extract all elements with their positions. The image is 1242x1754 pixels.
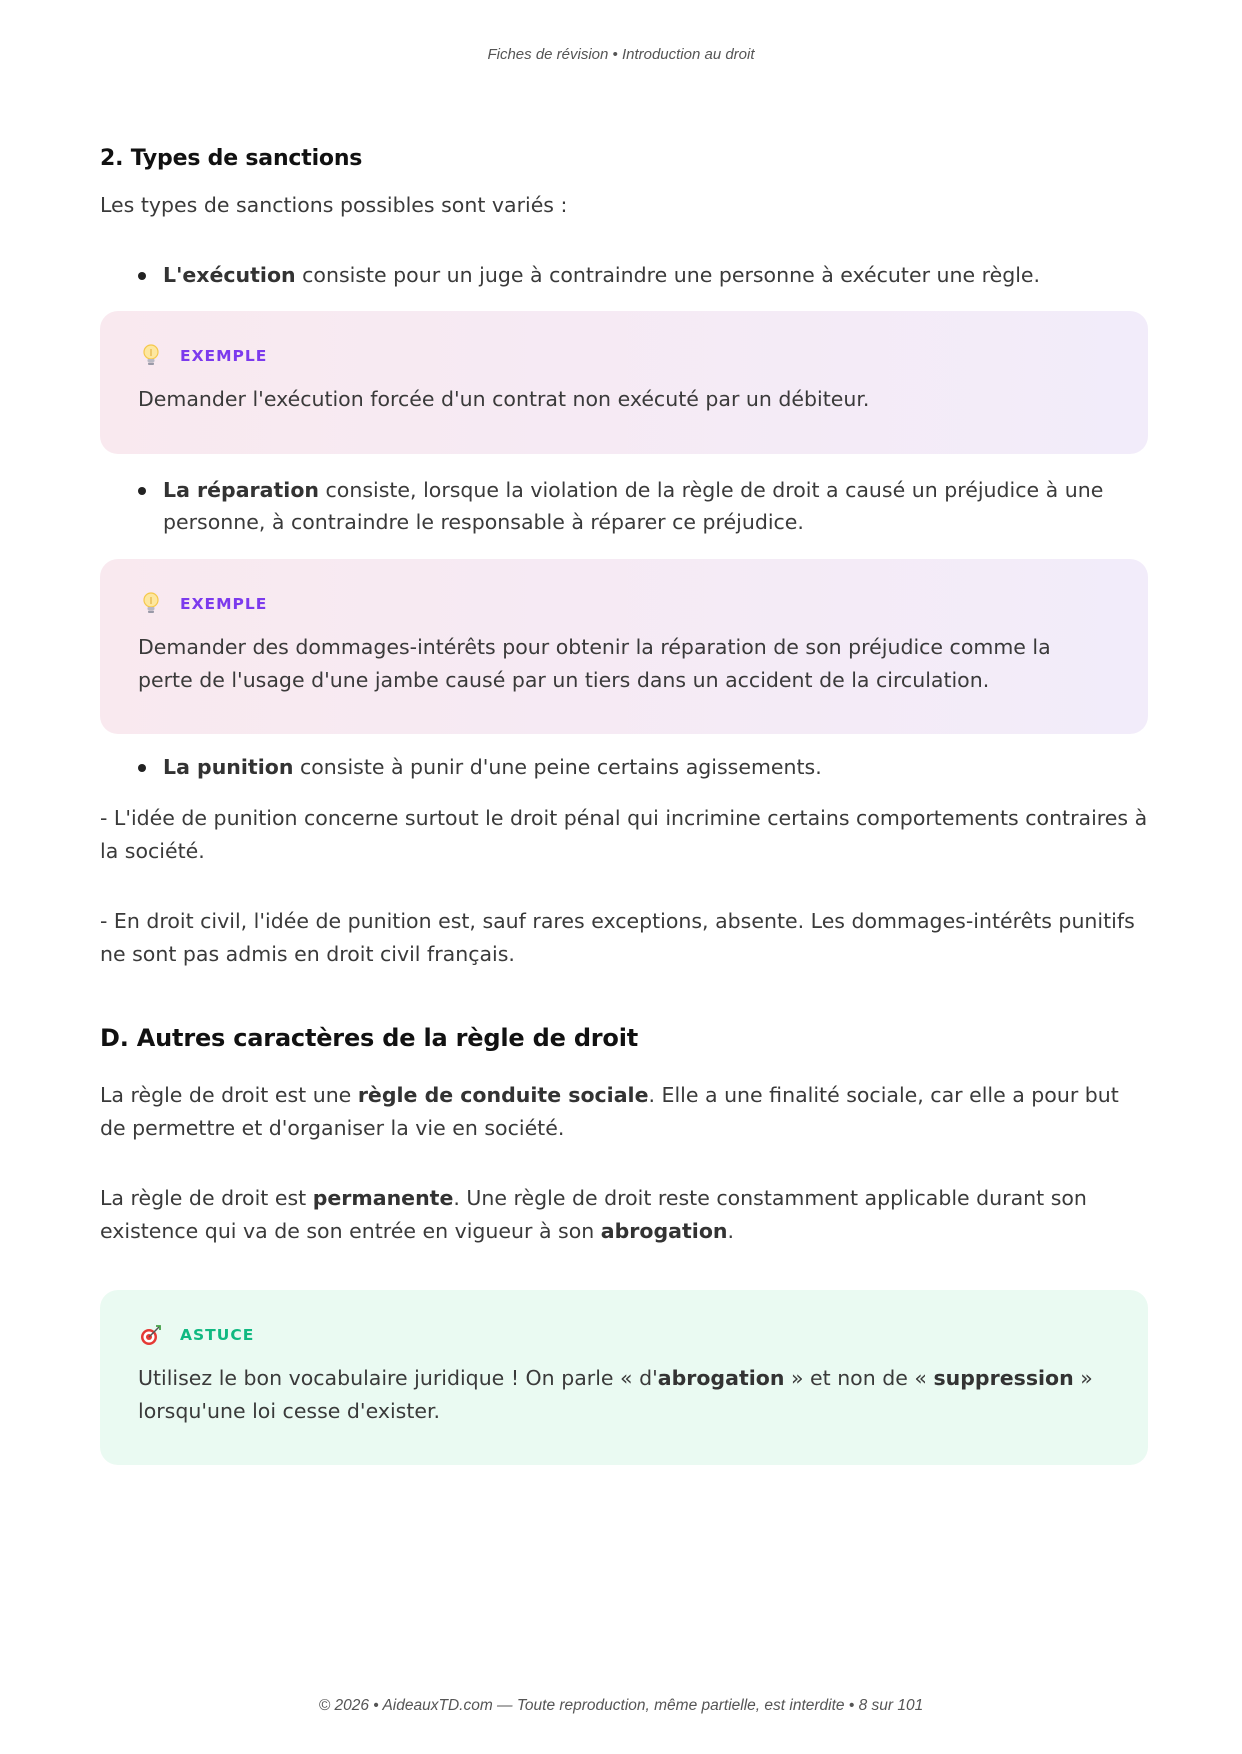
text-run: Utilisez le bon vocabulaire juridique ! On parle « d' <box>138 1366 658 1390</box>
bullet-description: consiste, lorsque la violation de la règle de droit a causé un préjudice à une personne, à contraindre le responsable à réparer ce préjudice. <box>163 478 1104 534</box>
lightbulb-icon <box>138 343 164 369</box>
bold-term: règle de conduite sociale <box>357 1083 649 1107</box>
page-footer: © 2026 • AideauxTD.com — Toute reproduction, même partielle, est interdite • 8 sur 101 <box>318 1697 924 1714</box>
section-heading-autres-caracteres: D. Autres caractères de la règle de droit <box>100 1024 639 1052</box>
paragraph-permanente <box>100 1182 1148 1248</box>
bullet-text <box>163 263 1040 287</box>
paragraph-conduite-sociale <box>100 1079 1148 1145</box>
bullet-list-punition <box>100 751 1148 783</box>
bullet-list-reparation <box>100 474 1148 538</box>
section-heading-types-sanctions: 2. Types de sanctions <box>100 146 363 171</box>
text-run: . <box>727 1219 735 1243</box>
bullet-term: L'exécution <box>163 263 296 287</box>
bullet-term: La réparation <box>163 478 320 502</box>
bullet-icon <box>138 272 146 280</box>
bullet-description: consiste à punir d'une peine certains agissements. <box>293 755 822 779</box>
example-callout <box>100 559 1148 734</box>
callout-text <box>138 1362 1110 1428</box>
bullet-text <box>163 478 1103 534</box>
page-content <box>100 146 1148 1465</box>
lightbulb-icon <box>138 591 164 617</box>
bold-term: abrogation <box>657 1366 785 1390</box>
callout-label: EXEMPLE <box>180 595 268 613</box>
punition-note-penal: - L'idée de punition concerne surtout le droit pénal qui incrimine certains comportements contraires à la société. <box>100 806 1148 863</box>
bullet-icon <box>138 487 146 495</box>
running-header: Fiches de révision • Introduction au droit <box>487 46 755 63</box>
bold-term: permanente <box>312 1186 454 1210</box>
tip-callout <box>100 1290 1148 1465</box>
bullet-text <box>163 755 822 779</box>
list-item-punition <box>100 751 1148 783</box>
target-icon <box>138 1322 164 1348</box>
section-intro: Les types de sanctions possibles sont variés : <box>100 193 568 217</box>
bold-term: suppression <box>933 1366 1074 1390</box>
bullet-term: La punition <box>163 755 294 779</box>
bullet-list-execution <box>100 259 1148 291</box>
punition-note-civil: - En droit civil, l'idée de punition est, sauf rares exceptions, absente. Les dommages-intérêts punitifs ne sont pas admis en droit civil français. <box>100 909 1135 966</box>
callout-header <box>138 343 1110 369</box>
callout-header <box>138 1322 1110 1348</box>
callout-text: Demander des dommages-intérêts pour obtenir la réparation de son préjudice comme la perte de l'usage d'une jambe causé par un tiers dans un accident de la circulation. <box>138 635 1051 692</box>
bullet-icon <box>138 764 146 772</box>
callout-label: EXEMPLE <box>180 347 268 365</box>
text-run: » et non de « <box>784 1366 934 1390</box>
text-run: La règle de droit est une <box>100 1083 358 1107</box>
bullet-description: consiste pour un juge à contraindre une personne à exécuter une règle. <box>295 263 1041 287</box>
callout-label: ASTUCE <box>180 1326 255 1344</box>
list-item-execution <box>100 259 1148 291</box>
text-run: La règle de droit est <box>100 1186 313 1210</box>
callout-header <box>138 591 1110 617</box>
callout-text: Demander l'exécution forcée d'un contrat non exécuté par un débiteur. <box>138 387 870 411</box>
list-item-reparation <box>100 474 1148 538</box>
text-run: . Une règle de droit reste constamment applicable durant son existence qui va de son entrée en vigueur à son <box>100 1186 1087 1243</box>
text-run: . Elle a une finalité sociale, car elle a pour but de permettre et d'organiser la vie en société. <box>100 1083 1119 1140</box>
text-run: » lorsqu'une loi cesse d'exister. <box>138 1366 1093 1423</box>
example-callout <box>100 311 1148 454</box>
bold-term: abrogation <box>600 1219 728 1243</box>
